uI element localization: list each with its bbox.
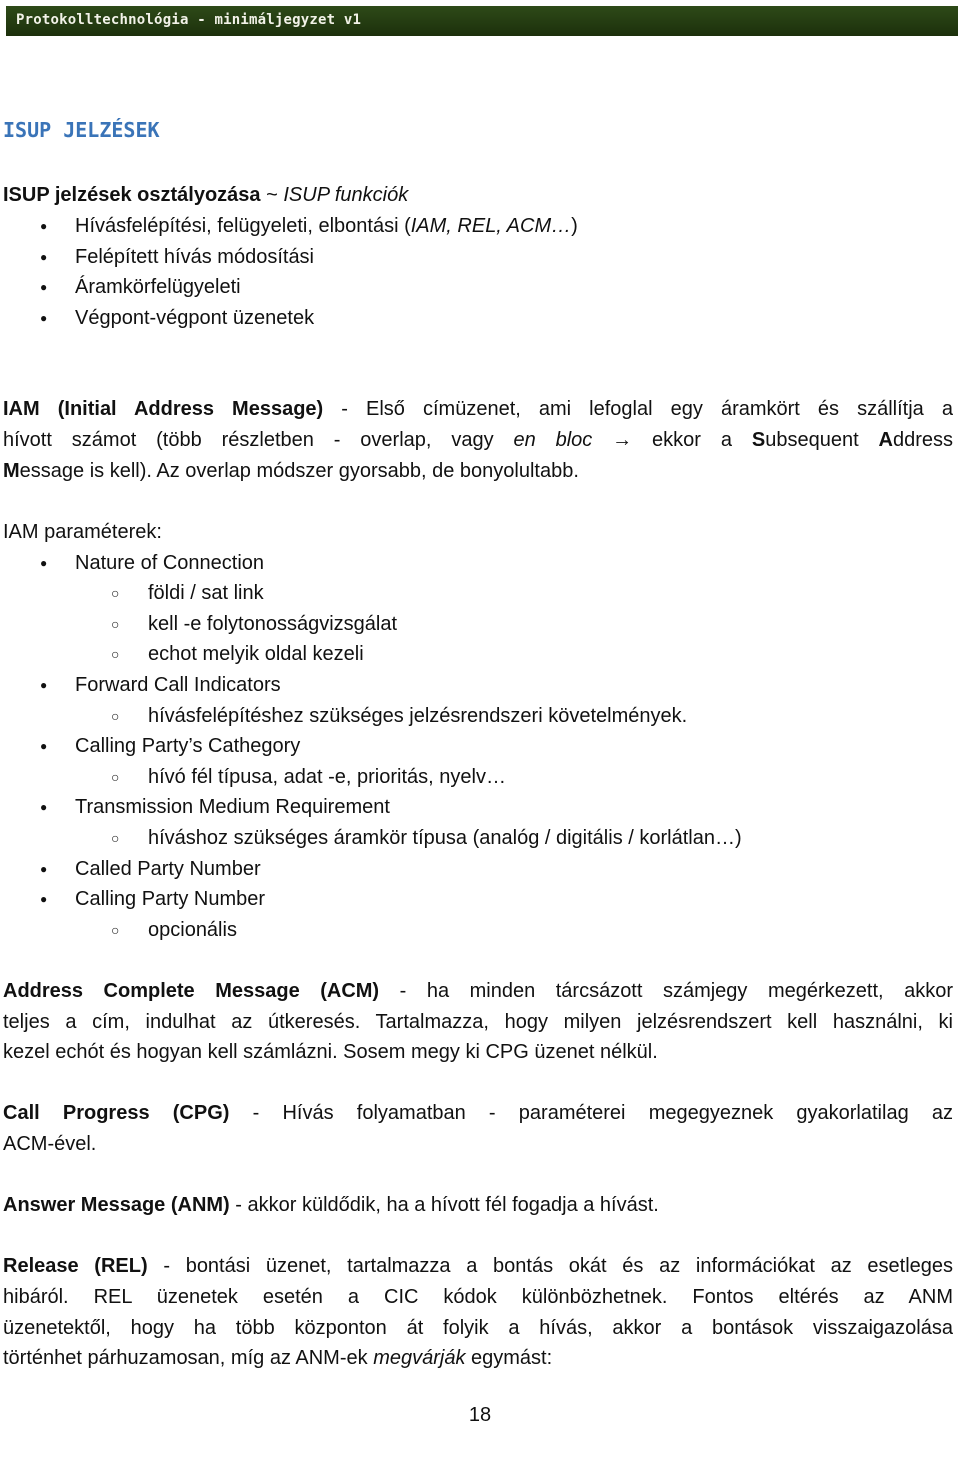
param-subitem: kell -e folytonosságvizsgálat — [148, 613, 398, 635]
bullet-icon: ● — [40, 311, 48, 325]
cpg-term: Call Progress (CPG) — [3, 1102, 230, 1124]
rel-paragraph-line: üzenetektől, hogy ha több központon át folyik a hívás, akkor a bontások visszaigazolása — [3, 1317, 953, 1339]
bullet-icon: ● — [40, 556, 48, 570]
param-subitem: híváshoz szükséges áramkör típusa (analóg / digitális / korlátlan…) — [148, 827, 742, 849]
anm-paragraph-line: Answer Message (ANM) - akkor küldődik, ha a hívott fél fogadja a hívást. — [3, 1194, 659, 1216]
rel-paragraph-line: Release (REL) - bontási üzenet, tartalmazza a bontás okát és az információkat az esetleges — [3, 1255, 954, 1277]
page-number: 18 — [468, 1404, 492, 1426]
document-header-banner — [6, 6, 958, 36]
anm-term: Answer Message (ANM) — [3, 1194, 230, 1216]
bullet-icon: ● — [40, 678, 48, 692]
cpg-paragraph-line: ACM-ével. — [3, 1133, 97, 1155]
param-subitem: hívásfelépítéshez szükséges jelzésrendszeri követelmények. — [148, 705, 688, 727]
param-item: Nature of Connection — [75, 552, 265, 574]
circle-bullet-icon: ○ — [111, 830, 120, 846]
param-item: Calling Party Number — [75, 888, 266, 910]
classification-subtitle: ISUP funkciók — [283, 184, 409, 206]
circle-bullet-icon: ○ — [111, 769, 120, 785]
cpg-paragraph-line: Call Progress (CPG) - Hívás folyamatban - paraméterei megegyeznek gyakorlatilag az — [3, 1102, 953, 1124]
classification-sep: ~ — [260, 184, 284, 206]
rel-paragraph-line: történhet párhuzamosan, míg az ANM-ek megvárják egymást: — [3, 1347, 553, 1369]
rel-term: Release (REL) — [3, 1255, 148, 1277]
list-item: Végpont-végpont üzenetek — [75, 307, 315, 329]
classification-title: ISUP jelzések osztályozása — [3, 184, 261, 206]
banner-title: Protokolltechnológia - minimáljegyzet v1 — [16, 12, 362, 28]
param-subitem: echot melyik oldal kezeli — [148, 643, 364, 665]
acm-paragraph-line: Address Complete Message (ACM) - ha minden tárcsázott számjegy megérkezett, akkor — [3, 980, 953, 1002]
rel-paragraph-line: hibáról. REL üzenetek esetén a CIC kódok különbözhetnek. Fontos eltérés az ANM — [3, 1286, 953, 1308]
bullet-icon: ● — [40, 892, 48, 906]
iam-params-title: IAM paraméterek: — [3, 521, 162, 543]
bullet-icon: ● — [40, 800, 48, 814]
param-subitem: hívó fél típusa, adat -e, prioritás, nyelv… — [148, 766, 506, 788]
circle-bullet-icon: ○ — [111, 708, 120, 724]
iam-paragraph-line: Message is kell). Az overlap módszer gyorsabb, de bonyolultabb. — [3, 460, 579, 482]
circle-bullet-icon: ○ — [111, 616, 120, 632]
circle-bullet-icon: ○ — [111, 922, 120, 938]
bullet-icon: ● — [40, 862, 48, 876]
circle-bullet-icon: ○ — [111, 585, 120, 601]
acm-term: Address Complete Message (ACM) — [3, 980, 380, 1002]
bullet-icon: ● — [40, 250, 48, 264]
classification-heading — [3, 180, 408, 211]
list-item: Áramkörfelügyeleti — [75, 276, 241, 298]
iam-paragraph-line: IAM (Initial Address Message) - Első címüzenet, ami lefoglal egy áramkört és szállítja a — [3, 398, 953, 420]
bullet-icon: ● — [40, 280, 48, 294]
list-item: Hívásfelépítési, felügyeleti, elbontási (IAM, REL, ACM…) — [75, 215, 578, 237]
iam-paragraph-line: hívott számot (több részletben - overlap, vagy en bloc → ekkor a Subsequent Address — [3, 429, 953, 451]
param-item: Calling Party’s Cathegory — [75, 735, 301, 757]
param-item: Transmission Medium Requirement — [75, 796, 390, 818]
bullet-icon: ● — [40, 739, 48, 753]
circle-bullet-icon: ○ — [111, 646, 120, 662]
param-subitem: opcionális — [148, 919, 237, 941]
acm-paragraph-line: teljes a cím, indulhat az útkeresés. Tartalmazza, hogy milyen jelzésrendszert kell használni, ki — [3, 1011, 953, 1033]
list-item: Felépített hívás módosítási — [75, 246, 315, 268]
param-item: Called Party Number — [75, 858, 261, 880]
bullet-icon: ● — [40, 219, 48, 233]
acm-paragraph-line: kezel echót és hogyan kell számlázni. Sosem megy ki CPG üzenet nélkül. — [3, 1041, 658, 1063]
iam-term: IAM (Initial Address Message) — [3, 398, 324, 420]
param-subitem: földi / sat link — [148, 582, 264, 604]
section-title: ISUP JELZÉSEK — [3, 118, 160, 142]
param-item: Forward Call Indicators — [75, 674, 281, 696]
